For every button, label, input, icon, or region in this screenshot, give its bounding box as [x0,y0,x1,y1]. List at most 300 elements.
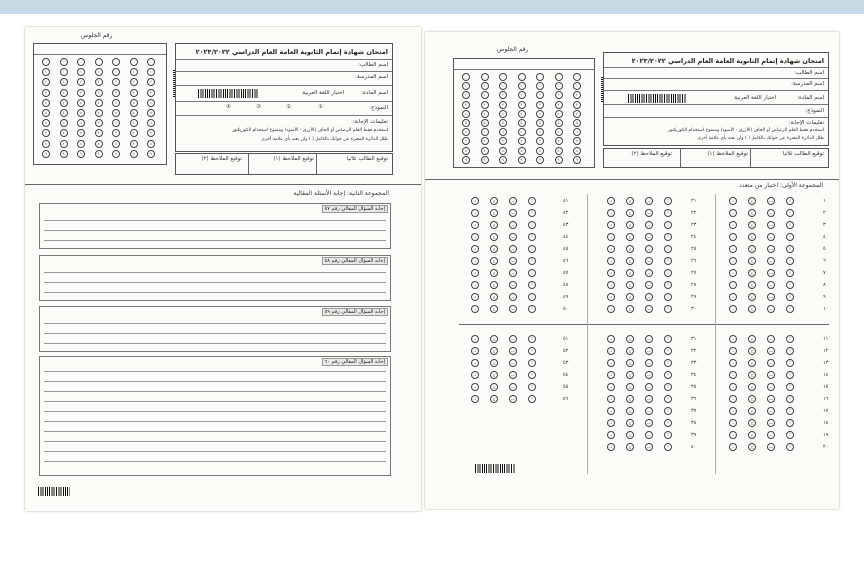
answer-bubble[interactable]: د [729,359,737,367]
answer-bubble[interactable]: ب [767,383,775,391]
answer-bubble[interactable]: أ [528,245,536,253]
answer-bubble[interactable]: أ [786,419,794,427]
answer-bubble[interactable]: ب [767,281,775,289]
answer-bubble[interactable]: أ [664,383,672,391]
answer-bubble[interactable]: أ [528,293,536,301]
seat-digit-bubble[interactable]: ٢ [536,91,544,99]
answer-bubble[interactable]: ب [645,245,653,253]
seat-digit-bubble[interactable]: ٤ [481,110,489,118]
answer-bubble[interactable]: أ [664,293,672,301]
answer-bubble[interactable]: د [729,443,737,451]
answer-bubble[interactable]: ج [490,371,498,379]
seat-digit-bubble[interactable]: ٨ [518,147,526,155]
seat-digit-bubble[interactable]: ٤ [42,99,50,107]
answer-bubble[interactable]: ب [645,293,653,301]
answer-bubble[interactable]: د [607,443,615,451]
answer-bubble[interactable]: ج [490,233,498,241]
answer-bubble[interactable]: أ [664,221,672,229]
seat-digit-bubble[interactable]: ٦ [42,119,50,127]
answer-bubble[interactable]: ج [626,383,634,391]
seat-digit-bubble[interactable]: ٤ [112,99,120,107]
answer-bubble[interactable]: د [729,209,737,217]
answer-bubble[interactable]: ب [767,407,775,415]
answer-bubble[interactable]: ج [490,293,498,301]
seat-digit-bubble[interactable]: ٨ [60,140,68,148]
answer-bubble[interactable]: ج [748,407,756,415]
answer-bubble[interactable]: د [607,395,615,403]
answer-bubble[interactable]: ب [767,293,775,301]
seat-digit-bubble[interactable]: ٦ [573,128,581,136]
seat-digit-bubble[interactable]: ٣ [573,101,581,109]
seat-digit-bubble[interactable]: ٢ [130,78,138,86]
seat-digit-bubble[interactable]: ١ [499,82,507,90]
answer-bubble[interactable]: ب [509,245,517,253]
seat-digit-bubble[interactable]: ٠ [555,73,563,81]
answer-bubble[interactable]: ج [748,281,756,289]
answer-bubble[interactable]: د [729,221,737,229]
seat-digit-bubble[interactable]: ٩ [499,156,507,164]
seat-digit-bubble[interactable]: ٣ [147,89,155,97]
answer-bubble[interactable]: أ [664,407,672,415]
answer-bubble[interactable]: أ [786,257,794,265]
answer-bubble[interactable]: ج [490,395,498,403]
answer-bubble[interactable]: د [471,257,479,265]
answer-bubble[interactable]: أ [786,371,794,379]
seat-digit-bubble[interactable]: ٨ [130,140,138,148]
answer-bubble[interactable]: أ [664,347,672,355]
answer-bubble[interactable]: ب [767,431,775,439]
answer-bubble[interactable]: د [471,383,479,391]
seat-digit-bubble[interactable]: ٣ [112,89,120,97]
answer-bubble[interactable]: ب [645,395,653,403]
answer-bubble[interactable]: ج [748,347,756,355]
seat-digit-bubble[interactable]: ٦ [95,119,103,127]
answer-bubble[interactable]: ب [767,395,775,403]
seat-digit-bubble[interactable]: ٧ [573,137,581,145]
seat-digit-bubble[interactable]: ٣ [95,89,103,97]
answer-bubble[interactable]: د [607,281,615,289]
answer-bubble[interactable]: ج [490,383,498,391]
seat-digit-bubble[interactable]: ٣ [77,89,85,97]
seat-digit-bubble[interactable]: ٥ [518,119,526,127]
answer-bubble[interactable]: ب [645,371,653,379]
seat-digit-bubble[interactable]: ٣ [536,101,544,109]
answer-bubble[interactable]: ج [748,359,756,367]
answer-bubble[interactable]: أ [664,233,672,241]
seat-digit-bubble[interactable]: ٧ [147,129,155,137]
answer-bubble[interactable]: أ [664,359,672,367]
answer-bubble[interactable]: ب [509,383,517,391]
seat-digit-bubble[interactable]: ٦ [130,119,138,127]
answer-bubble[interactable]: أ [528,269,536,277]
answer-bubble[interactable]: د [607,335,615,343]
answer-bubble[interactable]: ب [767,245,775,253]
seat-digit-bubble[interactable]: ٦ [77,119,85,127]
seat-digit-bubble[interactable]: ٤ [462,110,470,118]
seat-digit-bubble[interactable]: ٧ [481,137,489,145]
answer-bubble[interactable]: ج [626,209,634,217]
answer-bubble[interactable]: ب [509,395,517,403]
seat-digit-bubble[interactable]: ٨ [573,147,581,155]
seat-digit-bubble[interactable]: ٠ [60,58,68,66]
seat-digit-bubble[interactable]: ٨ [112,140,120,148]
answer-bubble[interactable]: أ [664,257,672,265]
seat-digit-bubble[interactable]: ٠ [130,58,138,66]
answer-bubble[interactable]: د [607,245,615,253]
answer-bubble[interactable]: أ [664,281,672,289]
answer-bubble[interactable]: أ [786,443,794,451]
seat-digit-bubble[interactable]: ٥ [112,109,120,117]
answer-bubble[interactable]: د [729,419,737,427]
answer-bubble[interactable]: د [729,347,737,355]
answer-bubble[interactable]: د [471,335,479,343]
answer-bubble[interactable]: د [607,419,615,427]
answer-bubble[interactable]: أ [786,293,794,301]
answer-bubble[interactable]: د [729,395,737,403]
answer-bubble[interactable]: ج [748,233,756,241]
answer-bubble[interactable]: د [607,431,615,439]
answer-bubble[interactable]: د [607,257,615,265]
answer-bubble[interactable]: ب [767,347,775,355]
seat-digit-bubble[interactable]: ٧ [499,137,507,145]
answer-bubble[interactable]: أ [664,335,672,343]
seat-digit-bubble[interactable]: ٧ [77,129,85,137]
answer-bubble[interactable]: ج [626,347,634,355]
answer-bubble[interactable]: أ [528,305,536,313]
answer-bubble[interactable]: أ [786,407,794,415]
answer-bubble[interactable]: ج [490,221,498,229]
answer-bubble[interactable]: أ [528,257,536,265]
seat-digit-bubble[interactable]: ١ [555,82,563,90]
answer-bubble[interactable]: د [607,209,615,217]
seat-digit-bubble[interactable]: ٩ [77,150,85,158]
answer-bubble[interactable]: د [729,293,737,301]
answer-bubble[interactable]: د [607,221,615,229]
answer-bubble[interactable]: ج [490,257,498,265]
answer-bubble[interactable]: أ [528,221,536,229]
answer-bubble[interactable]: ج [490,245,498,253]
answer-bubble[interactable]: أ [786,431,794,439]
seat-digit-bubble[interactable]: ٣ [499,101,507,109]
seat-digit-bubble[interactable]: ٢ [499,91,507,99]
seat-digit-bubble[interactable]: ٠ [499,73,507,81]
seat-digit-bubble[interactable]: ١ [112,68,120,76]
answer-bubble[interactable]: أ [786,245,794,253]
seat-digit-bubble[interactable]: ٤ [147,99,155,107]
answer-bubble[interactable]: ج [626,245,634,253]
seat-digit-bubble[interactable]: ٩ [573,156,581,164]
seat-digit-bubble[interactable]: ١ [95,68,103,76]
answer-bubble[interactable]: أ [528,209,536,217]
answer-bubble[interactable]: ج [748,245,756,253]
answer-bubble[interactable]: ج [748,431,756,439]
seat-digit-bubble[interactable]: ١ [518,82,526,90]
answer-bubble[interactable]: ج [748,395,756,403]
answer-bubble[interactable]: د [471,233,479,241]
answer-bubble[interactable]: د [729,335,737,343]
seat-digit-bubble[interactable]: ٢ [42,78,50,86]
answer-bubble[interactable]: أ [786,209,794,217]
answer-bubble[interactable]: ب [767,221,775,229]
answer-bubble[interactable]: ب [509,221,517,229]
seat-digit-bubble[interactable]: ٥ [42,109,50,117]
answer-bubble[interactable]: د [471,221,479,229]
answer-bubble[interactable]: د [471,293,479,301]
answer-bubble[interactable]: ب [509,257,517,265]
answer-bubble[interactable]: ج [490,305,498,313]
answer-bubble[interactable]: ب [645,209,653,217]
seat-digit-bubble[interactable]: ٢ [573,91,581,99]
seat-digit-bubble[interactable]: ٢ [60,78,68,86]
answer-bubble[interactable]: د [471,395,479,403]
model-option-3[interactable]: ③ [256,104,261,110]
answer-bubble[interactable]: ب [645,269,653,277]
answer-bubble[interactable]: د [607,407,615,415]
seat-digit-bubble[interactable]: ٤ [130,99,138,107]
answer-bubble[interactable]: ج [748,419,756,427]
seat-digit-bubble[interactable]: ٩ [536,156,544,164]
seat-digit-bubble[interactable]: ٨ [147,140,155,148]
answer-bubble[interactable]: ب [767,209,775,217]
answer-bubble[interactable]: ج [748,335,756,343]
seat-digit-bubble[interactable]: ٥ [481,119,489,127]
answer-bubble[interactable]: ج [748,221,756,229]
seat-digit-bubble[interactable]: ٥ [499,119,507,127]
seat-digit-bubble[interactable]: ٤ [95,99,103,107]
answer-bubble[interactable]: أ [664,197,672,205]
answer-bubble[interactable]: أ [528,233,536,241]
answer-bubble[interactable]: ب [645,197,653,205]
seat-digit-bubble[interactable]: ٦ [536,128,544,136]
seat-digit-bubble[interactable]: ٩ [481,156,489,164]
seat-digit-bubble[interactable]: ٣ [42,89,50,97]
answer-bubble[interactable]: د [471,281,479,289]
seat-digit-bubble[interactable]: ٨ [42,140,50,148]
answer-bubble[interactable]: ب [645,407,653,415]
answer-bubble[interactable]: أ [528,383,536,391]
answer-bubble[interactable]: د [607,371,615,379]
seat-digit-bubble[interactable]: ٣ [518,101,526,109]
seat-digit-bubble[interactable]: ١ [147,68,155,76]
seat-digit-bubble[interactable]: ٠ [518,73,526,81]
answer-bubble[interactable]: أ [786,197,794,205]
answer-bubble[interactable]: د [729,407,737,415]
answer-bubble[interactable]: أ [664,269,672,277]
seat-digit-bubble[interactable]: ٦ [60,119,68,127]
essay-answer-60[interactable] [39,356,391,476]
seat-digit-bubble[interactable]: ٨ [481,147,489,155]
answer-bubble[interactable]: أ [664,305,672,313]
answer-bubble[interactable]: د [471,347,479,355]
answer-bubble[interactable]: أ [528,281,536,289]
answer-bubble[interactable]: ب [509,197,517,205]
seat-digit-bubble[interactable]: ٤ [536,110,544,118]
answer-bubble[interactable]: ج [490,209,498,217]
seat-digit-bubble[interactable]: ٥ [462,119,470,127]
seat-digit-bubble[interactable]: ٢ [147,78,155,86]
answer-bubble[interactable]: ب [645,383,653,391]
answer-bubble[interactable]: ج [626,269,634,277]
model-option-4[interactable]: ④ [226,104,231,110]
answer-bubble[interactable]: ب [645,347,653,355]
answer-bubble[interactable]: أ [786,347,794,355]
answer-bubble[interactable]: ج [626,257,634,265]
seat-digit-bubble[interactable]: ٥ [536,119,544,127]
seat-digit-bubble[interactable]: ٧ [112,129,120,137]
answer-bubble[interactable]: د [471,371,479,379]
answer-bubble[interactable]: أ [786,281,794,289]
answer-bubble[interactable]: ج [626,233,634,241]
answer-bubble[interactable]: ج [748,257,756,265]
answer-bubble[interactable]: د [471,197,479,205]
seat-digit-bubble[interactable]: ١ [573,82,581,90]
answer-bubble[interactable]: ب [767,443,775,451]
seat-digit-bubble[interactable]: ١ [77,68,85,76]
answer-bubble[interactable]: ج [748,269,756,277]
seat-digit-bubble[interactable]: ٤ [518,110,526,118]
seat-digit-bubble[interactable]: ٩ [555,156,563,164]
answer-bubble[interactable]: أ [664,209,672,217]
seat-digit-bubble[interactable]: ٦ [462,128,470,136]
answer-bubble[interactable]: ب [767,305,775,313]
answer-bubble[interactable]: ب [767,371,775,379]
answer-bubble[interactable]: أ [786,359,794,367]
seat-digit-bubble[interactable]: ٣ [462,101,470,109]
answer-bubble[interactable]: ج [748,383,756,391]
answer-bubble[interactable]: ج [626,281,634,289]
seat-digit-bubble[interactable]: ٢ [112,78,120,86]
answer-bubble[interactable]: ب [645,359,653,367]
answer-bubble[interactable]: د [729,245,737,253]
answer-bubble[interactable]: أ [664,395,672,403]
seat-digit-bubble[interactable]: ٥ [555,119,563,127]
answer-bubble[interactable]: د [471,269,479,277]
answer-bubble[interactable]: د [471,305,479,313]
seat-digit-bubble[interactable]: ٢ [518,91,526,99]
essay-answer-58[interactable] [39,255,391,301]
seat-digit-bubble[interactable]: ٢ [462,91,470,99]
answer-bubble[interactable]: أ [664,371,672,379]
answer-bubble[interactable]: ب [645,221,653,229]
answer-bubble[interactable]: ب [509,305,517,313]
answer-bubble[interactable]: ب [645,281,653,289]
answer-bubble[interactable]: ب [767,335,775,343]
seat-digit-bubble[interactable]: ١ [130,68,138,76]
seat-digit-bubble[interactable]: ٠ [147,58,155,66]
seat-digit-bubble[interactable]: ٤ [499,110,507,118]
answer-bubble[interactable]: أ [664,443,672,451]
answer-bubble[interactable]: أ [528,395,536,403]
seat-digit-bubble[interactable]: ٢ [95,78,103,86]
seat-digit-bubble[interactable]: ٨ [536,147,544,155]
answer-bubble[interactable]: ج [748,371,756,379]
answer-bubble[interactable]: ج [626,419,634,427]
seat-digit-bubble[interactable]: ٢ [481,91,489,99]
seat-digit-bubble[interactable]: ٩ [60,150,68,158]
answer-bubble[interactable]: ب [645,419,653,427]
answer-bubble[interactable]: ب [509,371,517,379]
answer-bubble[interactable]: د [607,359,615,367]
answer-bubble[interactable]: ج [626,443,634,451]
seat-digit-bubble[interactable]: ٧ [95,129,103,137]
answer-bubble[interactable]: ج [626,335,634,343]
seat-digit-bubble[interactable]: ١ [42,68,50,76]
seat-digit-bubble[interactable]: ٧ [130,129,138,137]
answer-bubble[interactable]: ج [490,281,498,289]
seat-digit-bubble[interactable]: ٧ [555,137,563,145]
seat-digit-bubble[interactable]: ٠ [77,58,85,66]
seat-digit-bubble[interactable]: ٩ [147,150,155,158]
model-option-2[interactable]: ② [286,104,291,110]
seat-digit-bubble[interactable]: ٨ [77,140,85,148]
answer-bubble[interactable]: أ [786,233,794,241]
answer-bubble[interactable]: أ [786,335,794,343]
model-option-1[interactable]: ① [318,104,323,110]
seat-digit-bubble[interactable]: ٧ [42,129,50,137]
answer-bubble[interactable]: د [607,293,615,301]
answer-bubble[interactable]: أ [528,347,536,355]
answer-bubble[interactable]: أ [528,359,536,367]
answer-bubble[interactable]: ج [490,197,498,205]
seat-digit-bubble[interactable]: ١ [60,68,68,76]
seat-digit-bubble[interactable]: ٥ [95,109,103,117]
seat-digit-bubble[interactable]: ٩ [130,150,138,158]
answer-bubble[interactable]: د [471,359,479,367]
answer-bubble[interactable]: ب [509,209,517,217]
answer-bubble[interactable]: د [607,197,615,205]
answer-bubble[interactable]: ج [626,359,634,367]
essay-answer-57[interactable] [39,203,391,249]
answer-bubble[interactable]: ب [767,419,775,427]
seat-digit-bubble[interactable]: ٣ [130,89,138,97]
answer-bubble[interactable]: د [607,383,615,391]
seat-digit-bubble[interactable]: ٥ [147,109,155,117]
seat-digit-bubble[interactable]: ٦ [481,128,489,136]
answer-bubble[interactable]: د [607,305,615,313]
answer-bubble[interactable]: ب [767,359,775,367]
seat-digit-bubble[interactable]: ٨ [499,147,507,155]
seat-digit-bubble[interactable]: ٤ [555,110,563,118]
answer-bubble[interactable]: ب [767,233,775,241]
answer-bubble[interactable]: ب [645,233,653,241]
seat-digit-bubble[interactable]: ٦ [147,119,155,127]
answer-bubble[interactable]: د [729,371,737,379]
answer-bubble[interactable]: ج [626,197,634,205]
seat-digit-bubble[interactable]: ٨ [95,140,103,148]
answer-bubble[interactable]: ج [626,431,634,439]
seat-digit-bubble[interactable]: ٩ [112,150,120,158]
answer-bubble[interactable]: ب [645,305,653,313]
seat-digit-bubble[interactable]: ٦ [518,128,526,136]
seat-digit-bubble[interactable]: ٣ [481,101,489,109]
answer-bubble[interactable]: أ [786,383,794,391]
answer-bubble[interactable]: ج [626,293,634,301]
seat-digit-bubble[interactable]: ٥ [573,119,581,127]
answer-bubble[interactable]: ج [626,407,634,415]
answer-bubble[interactable]: ب [767,269,775,277]
seat-digit-bubble[interactable]: ٦ [555,128,563,136]
seat-digit-bubble[interactable]: ٠ [42,58,50,66]
answer-bubble[interactable]: ج [748,443,756,451]
seat-digit-bubble[interactable]: ٠ [95,58,103,66]
seat-digit-bubble[interactable]: ٥ [60,109,68,117]
answer-bubble[interactable]: د [607,347,615,355]
answer-bubble[interactable]: ب [509,269,517,277]
seat-digit-bubble[interactable]: ٠ [481,73,489,81]
answer-bubble[interactable]: ج [748,305,756,313]
answer-bubble[interactable]: ج [626,305,634,313]
seat-digit-bubble[interactable]: ٠ [573,73,581,81]
